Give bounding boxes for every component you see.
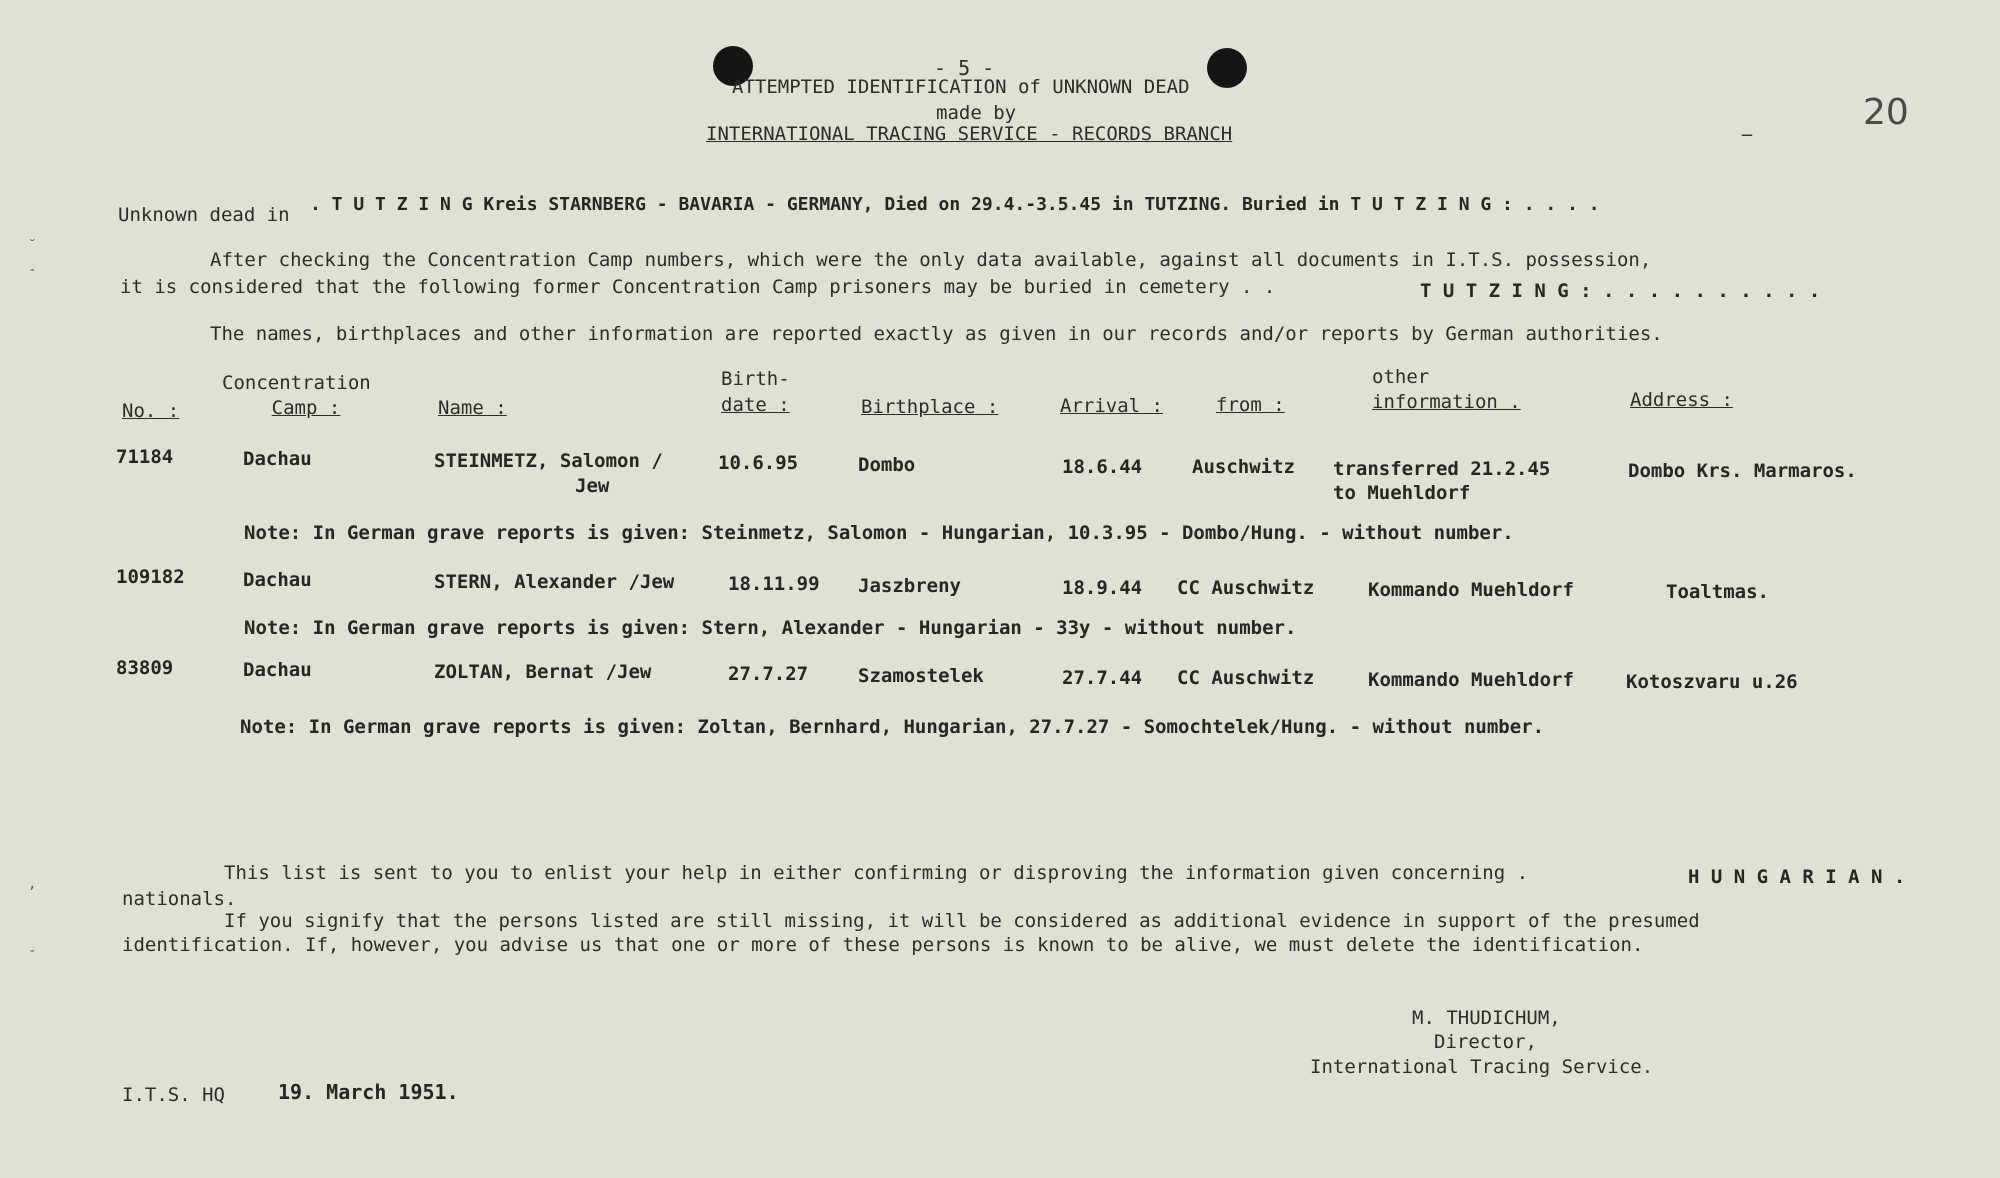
punch-hole-right (1207, 48, 1247, 88)
cell-birthdate: 27.7.27 (728, 663, 809, 685)
unknown-dead-location: . T U T Z I N G Kreis STARNBERG - BAVARIA - GERMANY, Died on 29.4.-3.5.45 in TUTZING. Buried in T U T Z I N G : . . . . (310, 194, 1600, 215)
closing-line3: If you signify that the persons listed are still missing, it will be considered as additional evidence in support of the presumed (224, 910, 1700, 932)
footer-label: I.T.S. HQ (122, 1084, 225, 1106)
cell-other: transferred 21.2.45 (1333, 458, 1551, 480)
document-title: ATTEMPTED IDENTIFICATION of UNKNOWN DEAD (732, 76, 1190, 98)
header-other-line1: other (1372, 366, 1430, 388)
signatory-title: Director, (1434, 1031, 1537, 1053)
header-number: No. : (122, 400, 180, 422)
cell-arrival: 18.6.44 (1062, 456, 1143, 478)
header-name: Name : (438, 397, 507, 419)
cell-other-line2: to Muehldorf (1333, 482, 1471, 504)
page-number: 20 (1863, 92, 1909, 133)
header-camp-line1: Concentration (222, 372, 371, 394)
cell-birthdate: 18.11.99 (728, 573, 820, 595)
records-note: The names, birthplaces and other information are reported exactly as given in our records and/or reports by German authorities. (210, 323, 1663, 345)
closing-line2: nationals. (122, 888, 237, 910)
edge-mark: , (28, 876, 37, 892)
cell-address: Toaltmas. (1666, 581, 1769, 603)
cell-from: CC Auschwitz (1177, 667, 1315, 689)
cell-address: Dombo Krs. Marmaros. (1628, 460, 1857, 482)
header-other-line2: information . (1372, 391, 1521, 413)
grave-report-note: Note: In German grave reports is given: Steinmetz, Salomon - Hungarian, 10.3.95 - Dombo/Hung. - without number. (244, 522, 1514, 544)
cemetery-name: T U T Z I N G : . . . . . . . . . . (1420, 280, 1821, 302)
organization-header: INTERNATIONAL TRACING SERVICE - RECORDS BRANCH (706, 123, 1233, 145)
cell-birthplace: Szamostelek (858, 665, 984, 687)
cell-other: Kommando Muehldorf (1368, 579, 1574, 601)
edge-mark: ˘ (28, 238, 37, 254)
header-birthdate-line2: date : (721, 394, 790, 416)
nationality: H U N G A R I A N . (1688, 866, 1906, 888)
cell-name: STEINMETZ, Salomon / (434, 450, 663, 472)
closing-line1: This list is sent to you to enlist your help in either confirming or disproving the information given concerning . (224, 862, 1529, 884)
cell-from: CC Auschwitz (1177, 577, 1315, 599)
intro-paragraph-line2: it is considered that the following former Concentration Camp prisoners may be buried in cemetery . . (120, 276, 1276, 298)
cell-number: 71184 (116, 446, 174, 468)
edge-mark: - (28, 943, 37, 959)
cell-number: 109182 (116, 566, 185, 588)
cell-camp: Dachau (243, 569, 312, 591)
unknown-dead-label: Unknown dead in (118, 204, 290, 226)
cell-camp: Dachau (243, 659, 312, 681)
grave-report-note: Note: In German grave reports is given: Stern, Alexander - Hungarian - 33y - without number. (244, 617, 1297, 639)
cell-name-line2: Jew (575, 475, 610, 497)
cell-birthdate: 10.6.95 (718, 452, 799, 474)
document-date: 19. March 1951. (278, 1080, 459, 1104)
page-marker: - 5 - (934, 56, 995, 80)
cell-address: Kotoszvaru u.26 (1626, 671, 1798, 693)
header-camp-line2: Camp : (271, 397, 341, 419)
header-birthplace: Birthplace : (861, 396, 999, 418)
edge-mark: - (28, 262, 37, 278)
cell-birthplace: Dombo (858, 454, 916, 476)
cell-arrival: 18.9.44 (1062, 577, 1143, 599)
cell-number: 83809 (116, 657, 174, 679)
header-from: from : (1216, 394, 1285, 416)
signatory-organization: International Tracing Service. (1310, 1056, 1654, 1078)
cell-camp: Dachau (243, 448, 312, 470)
header-arrival: Arrival : (1060, 395, 1163, 417)
header-birthdate-line1: Birth- (721, 368, 790, 390)
cell-name: ZOLTAN, Bernat /Jew (434, 661, 652, 683)
cell-arrival: 27.7.44 (1062, 667, 1143, 689)
grave-report-note: Note: In German grave reports is given: Zoltan, Bernhard, Hungarian, 27.7.27 - Somochtelek/Hung. - without number. (240, 716, 1545, 738)
page-dash: _ (1742, 112, 1752, 136)
intro-paragraph-line1: After checking the Concentration Camp numbers, which were the only data available, against all documents in I.T.S. possession, (210, 249, 1652, 271)
closing-line4: identification. If, however, you advise us that one or more of these persons is known to be alive, we must delete the identification. (122, 934, 1644, 956)
cell-other: Kommando Muehldorf (1368, 669, 1574, 691)
header-address: Address : (1630, 389, 1733, 411)
signatory-name: M. THUDICHUM, (1412, 1007, 1561, 1029)
cell-from: Auschwitz (1192, 456, 1295, 478)
made-by-label: made by (936, 102, 1017, 124)
cell-birthplace: Jaszbreny (858, 575, 961, 597)
cell-name: STERN, Alexander /Jew (434, 571, 675, 593)
